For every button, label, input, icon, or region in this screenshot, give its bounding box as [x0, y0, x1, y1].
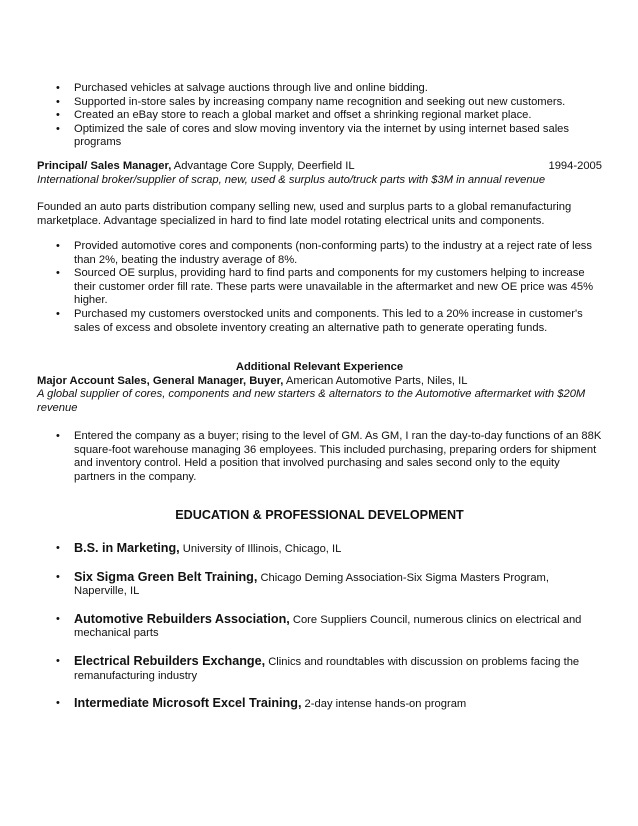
- job-title: Major Account Sales, General Manager, Buyer,: [37, 374, 284, 387]
- section-heading: EDUCATION & PROFESSIONAL DEVELOPMENT: [175, 508, 464, 522]
- list-item: • Sourced OE surplus, providing hard to find parts and components for my customers helping to increase their customer order fill rate. These parts were unavailable in the aftermarket and new OE price was 45% higher.: [56, 267, 594, 307]
- job-tagline: International broker/supplier of scrap, new, used & surplus auto/truck parts with $3M in annual revenue: [37, 173, 546, 186]
- bullet-icon: •: [56, 109, 60, 122]
- job-summary: Founded an auto parts distribution company selling new, used and surplus parts to a global remanufacturing marketplace. Advantage specialized in hard to find late model rotating electrical units and components.: [37, 201, 572, 227]
- job-header: [37, 160, 602, 187]
- list-item: • Electrical Rebuilders Exchange, Clinics and roundtables with discussion on problems facing the remanufacturing industry: [56, 653, 580, 682]
- bullet-icon: •: [56, 697, 60, 710]
- list-item: • Provided automotive cores and components (non-conforming parts) to the industry at a reject rate of less than 2%, beating the industry average of 8%.: [56, 240, 592, 266]
- list-item: • Entered the company as a buyer; rising to the level of GM. As GM, I ran the day-to-day functions of an 88K square-foot warehouse managing 36 employees. This included purchasing, preparing orders for shipment and inventory control. Held a position that involved purchasing and sales second only to the equity partners in the company.: [56, 430, 602, 483]
- job-company: Advantage Core Supply, Deerfield IL: [171, 160, 355, 172]
- bullet-icon: •: [56, 240, 60, 252]
- job-dates: 1994-2005: [548, 160, 602, 172]
- list-item: • Six Sigma Green Belt Training, Chicago Deming Association-Six Sigma Masters Program, Naperville, IL: [56, 569, 549, 598]
- list-item: • Purchased my customers overstocked units and components. This led to a 20% increase in customer's sales of excess and obsolete inventory creating an alternative path to generate operating funds.: [56, 307, 583, 334]
- bullet-icon: •: [56, 570, 60, 583]
- bullet-icon: •: [56, 612, 60, 625]
- top-bullet-list: [37, 82, 602, 150]
- bullet-icon: •: [56, 267, 60, 280]
- list-item: • B.S. in Marketing, University of Illinois, Chicago, IL: [56, 541, 342, 555]
- job-title: Principal/ Sales Manager,: [37, 160, 172, 172]
- section-heading: Additional Relevant Experience: [235, 361, 404, 373]
- education-section: [37, 509, 602, 523]
- additional-experience: [37, 361, 602, 415]
- list-item: • Automotive Rebuilders Association, Core Suppliers Council, numerous clinics on electrical and mechanical parts: [56, 611, 582, 640]
- list-item: • Created an eBay store to reach a global market and offset a shrinking regional market place.: [56, 109, 532, 122]
- job-tagline: A global supplier of cores, components and new starters & alternators to the Automotive aftermarket with $20M revenue: [37, 388, 586, 414]
- bullet-icon: •: [56, 82, 60, 94]
- list-item: • Purchased vehicles at salvage auctions through live and online bidding.: [56, 82, 428, 94]
- bullet-icon: •: [56, 542, 60, 554]
- bullet-icon: •: [56, 95, 60, 108]
- bullet-icon: •: [56, 654, 60, 667]
- list-item: • Supported in-store sales by increasing company name recognition and seeking out new customers.: [56, 95, 566, 108]
- job-company: American Automotive Parts, Niles, IL: [283, 374, 468, 387]
- bullet-icon: •: [56, 122, 60, 135]
- bullet-icon: •: [56, 430, 60, 442]
- list-item: • Optimized the sale of cores and slow moving inventory via the internet by using internet based sales programs: [56, 122, 570, 149]
- list-item: • Intermediate Microsoft Excel Training, 2-day intense hands-on program: [56, 696, 467, 711]
- bullet-icon: •: [56, 307, 60, 320]
- additional-bullet-list: [37, 430, 602, 484]
- education-list: [37, 542, 602, 726]
- job-bullet-list: [37, 240, 602, 335]
- job-title-line: [37, 160, 355, 174]
- job-title-line: [37, 375, 602, 389]
